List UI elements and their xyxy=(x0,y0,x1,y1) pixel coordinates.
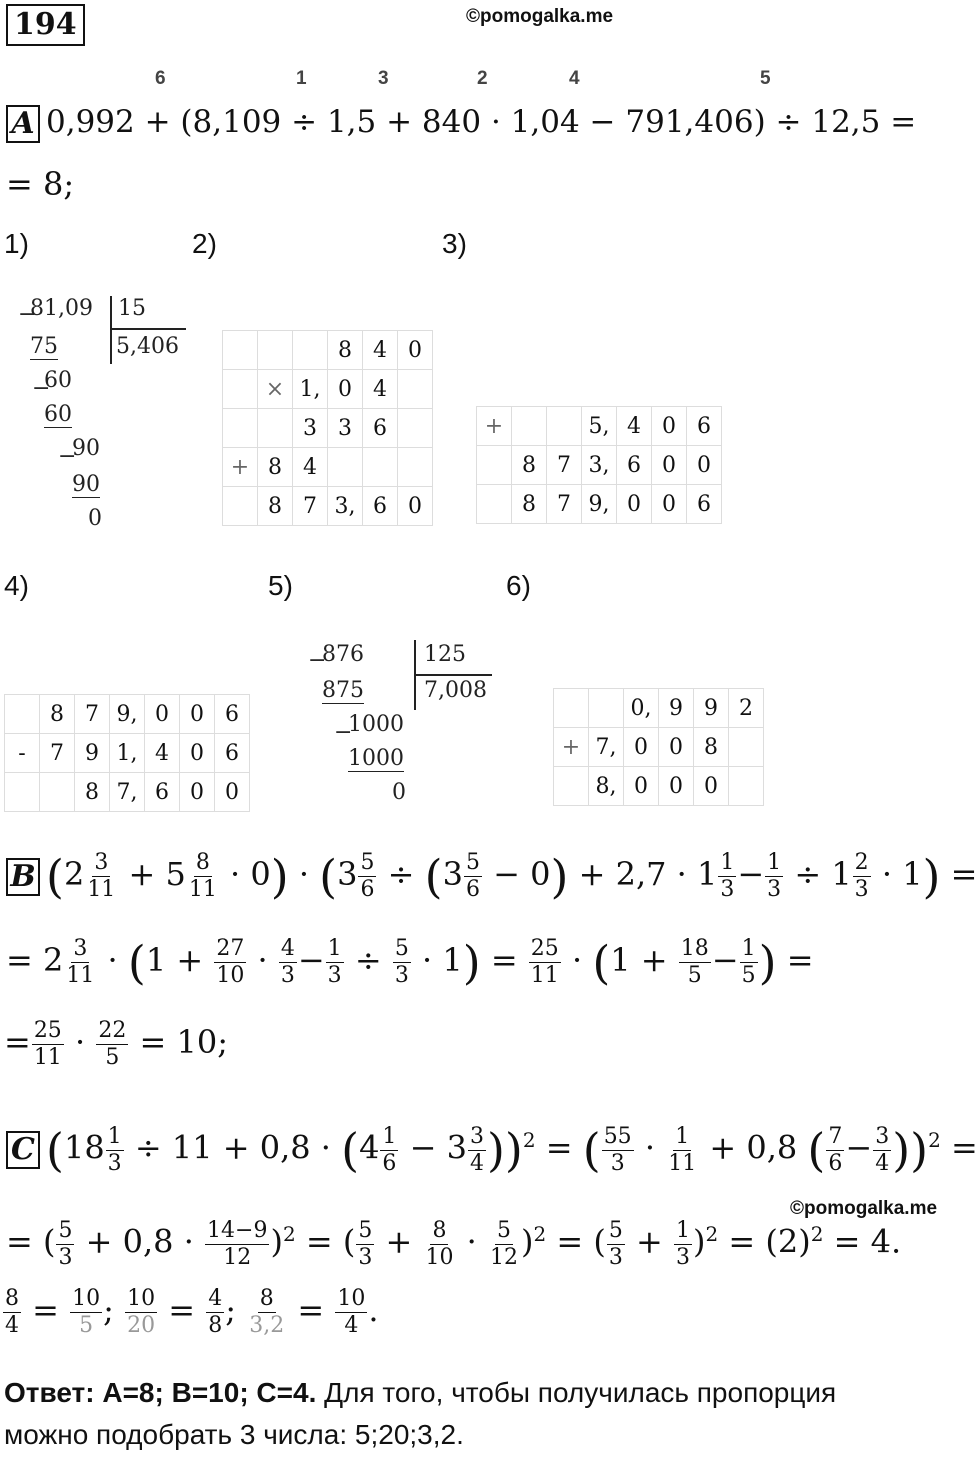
part-a-result: = 8; xyxy=(6,165,75,203)
part-a-letter: A xyxy=(6,105,40,143)
step-label: 4) xyxy=(4,570,29,601)
part-b-line-3: = $\frac{25}{11}$ · $\frac{22}{5}$ = 10; xyxy=(4,1018,228,1070)
addition-grid-1: + 5, 4 0 6 8 7 3, 6 0 0 8 7 9, 0 0 6 xyxy=(476,406,722,524)
order-mark: 3 xyxy=(378,68,389,89)
long-division-2: − 876 125 7,008 875 − 1000 1000 0 xyxy=(306,640,506,810)
part-c-line-1: C (18 $\frac{1}{3}$ ÷ 11 + 0,8 · (4 $\frac{1}{6}$ − 3 $\frac{3}{4}$ ))$^2$ = ( $\frac{55}{3}$ · $\frac{1}{11}$ + 0,8 ( $\frac{7}{6}$ − $\frac{3}{4}$ ))$^2$ = xyxy=(6,1118,978,1177)
watermark: ©pomogalka.me xyxy=(466,6,614,27)
part-c-line-2: = ( $\frac{5}{3}$ + 0,8 · $\frac{14-9}{12}$ )$^2$ = ( $\frac{5}{3}$ + $\frac{8}{10}$ · $\frac{5}{12}$ )$^2$ = ( $\frac{5}{3}$ + $\frac{1}{3}$ )$^2 = (2)^2 = 4$. xyxy=(6,1217,902,1270)
step-label: 6) xyxy=(506,570,531,601)
order-mark: 5 xyxy=(760,68,771,89)
answer-text: Ответ: A=8; B=10; C=4. Для того, чтобы получилась пропорция можно подобрать 3 числа: 5;20;3,2. xyxy=(4,1377,837,1450)
long-division-1: − 81,09 15 5,406 75 − 60 60 − 90 90 0 xyxy=(10,296,190,536)
plus-sign: + xyxy=(223,448,258,487)
step-label: 3) xyxy=(442,228,467,259)
multiplication-grid: 8 4 0 × 1, 0 4 3 3 6 + 8 4 8 7 3, 6 0 xyxy=(222,330,433,526)
part-b-letter: B xyxy=(6,858,40,896)
order-mark: 1 xyxy=(296,68,307,89)
step-label: 5) xyxy=(268,570,293,601)
order-mark: 4 xyxy=(569,68,580,89)
step-label: 2) xyxy=(192,228,217,259)
subtraction-grid: 8 7 9, 0 0 6 - 7 9 1, 4 0 6 8 7, 6 0 0 xyxy=(4,694,250,812)
order-mark: 2 xyxy=(477,68,488,89)
part-b-line-1: B (2 $\frac{3}{11}$ + 5 $\frac{8}{11}$ · 0) · (3 $\frac{5}{6}$ ÷ (3 $\frac{5}{6}$ − 0) + 2,7 · 1 $\frac{1}{3}$ − $\frac{1}{3}$ ÷ 1 $\frac{2}{3}$ · 1) = xyxy=(6,850,977,903)
part-a-expression: A 0,992 + (8,109 ÷ 1,5 + 840 · 1,04 − 791,406) ÷ 12,5 = xyxy=(6,100,916,144)
answer-bold: Ответ: A=8; B=10; C=4. xyxy=(4,1377,317,1408)
addition-grid-2: 0, 9 9 2 + 7, 0 0 8 8, 0 0 0 xyxy=(553,688,764,806)
times-sign: × xyxy=(258,370,293,409)
watermark: ©pomogalka.me xyxy=(790,1198,938,1219)
order-mark: 6 xyxy=(155,68,166,89)
part-b-line-2: = 2 $\frac{3}{11}$ · (1 + $\frac{27}{10}$ · $\frac{4}{3}$ − $\frac{1}{3}$ ÷ $\frac{5}{3}$ · 1) = $\frac{25}{11}$ · (1 + $\frac{18}{5}$ − $\frac{1}{5}$ ) = xyxy=(6,935,814,990)
part-c-letter: C xyxy=(6,1131,40,1169)
step-label: 1) xyxy=(4,228,29,259)
proportion-line: $\frac{8}{4}$ = $\frac{10}{5}$ ; $\frac{10}{20}$ = $\frac{4}{8}$ ; $\frac{8}{3,2}$ = $\frac{10}{4}$ . xyxy=(5,1286,379,1338)
task-number: 194 xyxy=(6,4,85,46)
